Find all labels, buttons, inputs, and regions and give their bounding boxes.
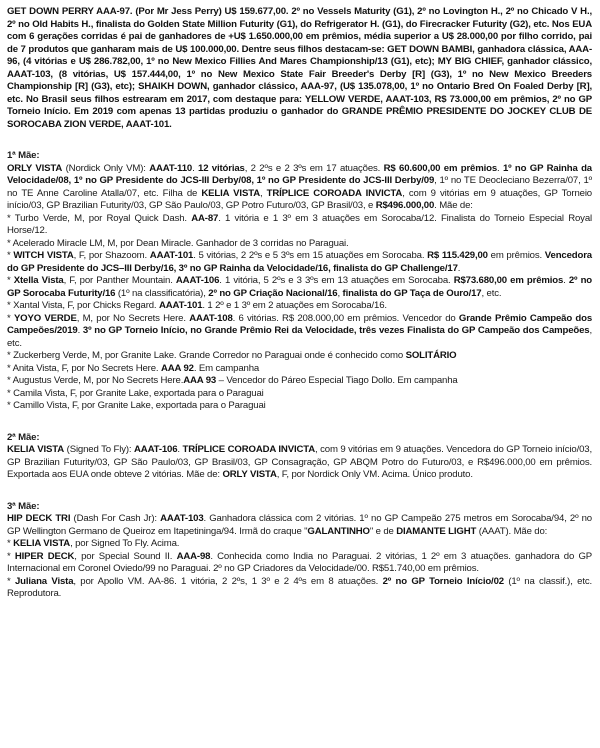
text-run: . [192,162,199,174]
text-run: SOLITÁRIO [405,350,457,361]
text-run: AAAT-110 [149,162,193,174]
text-run: (Signed To Fly): [64,444,135,455]
text-run: * Xantal Vista, F, por Chicks Regard. [7,300,159,311]
text-run: . 1 vitória, 5 2ºs e 3 3ºs em 13 atuações em Sorocaba. [219,275,454,286]
text-run: . 5 vitórias, 2 2ºs e 5 3ºs em 15 atuações em Sorocaba. [193,250,428,261]
text-run: , F, por Nordick Only VM. Acima. Único produto. [276,469,473,480]
text-run: , F, por Shazoom. [73,250,150,261]
text-run: * Zuckerberg Verde, M, por Granite Lake. Grande Corredor no Paraguai onde é conhecido como [7,350,406,361]
text-run: . Em campanha [193,362,260,374]
text-run: R$ 115.429,00 [427,250,488,261]
text-run: . Mãe de: [434,200,473,211]
text-run: Xtella Vista [13,275,64,286]
text-run: . [177,444,183,455]
text-run: * Turbo Verde, M, por Royal Quick Dash. [7,212,192,224]
text-run: R$ 60.600,00 em prêmios [383,162,498,174]
text-run: * [7,312,14,324]
text-run: * Anita Vista, F, por No Secrets Here. [7,362,161,374]
text-run: R$73.680,00 em prêmios [453,275,564,286]
text-run: (AAAT). Mãe do: [476,525,548,537]
entry-paragraph [7,444,592,482]
text-run: 3º no GP Torneio Início, no Grande Prêmio Rei da Velocidade, três vezes Finalista do GP Campeão dos Campeões [82,325,590,336]
text-run: AAAT-101 [149,250,194,261]
section-1st-dam [7,163,592,413]
text-run: AAA-98 [176,550,211,562]
section-2nd-dam [7,444,592,482]
text-run: , F, por Panther Mountain. [63,275,176,286]
entry-paragraph [7,350,592,363]
entry-paragraph [7,213,592,238]
text-run: . Ganhadora clássica com 2 vitórias. 1º no GP Campeão 275 metros em Sorocaba/94, 2º no GP Wellington Germano de Queiroz em Itapetininga/94. Irmã do craque " [7,513,592,537]
text-run: * Augustus Verde, M, por No Secrets Here. [7,375,184,386]
entry-paragraph [7,576,592,601]
sire-paragraph [7,6,592,131]
text-run: – Vencedor do Páreo Especial Tiago Dollo. Em campanha [216,375,458,386]
text-run: * [7,275,14,286]
text-run: Grande Prêmio Campeão dos Campeões/2019 [7,312,593,336]
entry-paragraph [7,275,592,300]
text-run: , com 9 vitórias em 9 atuações. Vencedora do GP Torneio início/03, GP Brazilian Futurity/03, GP São Paulo/03, GP Brasil/03, GP Consagração, GP ABQM Potro do Futuro/03, e R$496.000,00 em prêmios. Exportada aos EUA onde obteve 2 vitórias. Mãe de: [7,444,593,480]
text-run: * Camillo Vista, F, por Granite Lake, exportada para o Paraguai [7,400,266,411]
section-heading-2nd-dam: 2ª Mãe: [7,431,40,443]
text-run: . 1 vitória e 1 3º em 3 atuações em Sorocaba/12. Finalista do Torneio Especial Royal Horse/12. [7,212,592,236]
text-run: . 6 vitórias. R$ 208.000,00 em prêmios. Vencedor do [232,312,459,324]
text-run: * [7,538,14,549]
text-run: (1º na classif.), etc. Reprodutora. [7,575,592,599]
text-run: WITCH VISTA [13,250,74,261]
text-run: , [259,187,267,199]
entry-paragraph [7,300,592,313]
text-run: YOYO VERDE [13,312,77,324]
entry-paragraph [7,313,592,351]
text-run: GET DOWN PERRY AAA-97. (Por Mr Jess Perry) U$ 159.677,00. 2º no Vessels Maturity (G1), 2º no Lovington H., 2º no Chicado V H., 2º no Old Habits H., finalista do Golden State Million Futurity (G1), do Refrigerator H. (G1), do Firecracker Futurity (G2), etc. Nos EUA com 6 gerações corridas é pai de ganhadores de +U$ 1.650.000,00 em prêmios, média superior a U$ 28.000,00 por filho corrido, pai de 7 produtos que ganharam mais de U$ 100.000,00. Dentre seus filhos destacam-se: GET DOWN BAMBI, ganhadora clássica, AAA-96, (4 vitórias e U$ 286.782,00, 1º no New Mexico Fillies And Mares Championship/13 (G1), etc); MY BIG CHIEF, ganhador clássico, AAAT-103, (8 vitórias, U$ 157.444,00, 1º no New Mexico State Fair Breeder's Derby [R] (G3), 1º no New Mexico Breeders Championship [R] (G3), etc); SHAIKH DOWN, ganhador clássico, AAA-97, (U$ 135.078,00, 1º no Ontario Bred On Foaled Derby [R], etc. No Brasil seus filhos estrearam em 2017, com destaque para: YELLOW VERDE, AAAT-103, R$ 73.000,00 em prêmios, 2º no GP Torneio Início. Em 2019 com apenas 13 partidas produziu o ganhador do GRANDE PRÊMIO PRESIDENTE DO JOCKEY CLUB DE SOROCABA ZION VERDE, AAAT-101. [7,6,592,130]
text-run: * Acelerado Miracle LM, M, por Dean Miracle. Ganhador de 3 corridas no Paraguai. [7,237,349,249]
text-run: . [457,262,461,274]
text-run: AAA 93 [183,375,217,386]
text-run: AAAT-101 [158,300,203,311]
text-run: AAAT-103 [160,513,204,524]
text-run: * [7,250,14,261]
text-run: 2º no GP Sorocaba Futurity/16 [7,275,592,299]
text-run: (1º na classificatória), [115,287,209,299]
text-run: GALANTINHO [307,525,370,537]
text-run: HIPER DECK [14,550,75,562]
entry-paragraph [7,363,592,376]
text-run: , com 9 vitórias em 9 atuações, GP Torneio início/03, GP Brazilian Futurity/03, GP São Paulo/03, GP Potro Futuro/03, GP Brasil/03, e [7,187,592,211]
entry-paragraph [7,163,592,213]
text-run: , por Special Sound II. [74,550,177,562]
entry-paragraph [7,400,592,413]
text-run: DIAMANTE LIGHT [396,525,477,537]
text-run: , 2 2ºs e 2 3ºs em 17 atuações. [244,162,384,174]
text-run: ORLY VISTA [7,162,63,174]
section-heading-3rd-dam: 3ª Mãe: [7,500,40,512]
text-run: 2º no GP Criação Nacional/16 [208,287,338,299]
text-run: Juliana Vista [14,575,74,587]
text-run: TRÍPLICE COROADA INVICTA [182,444,316,455]
text-run: . [563,275,569,286]
section-heading-1st-dam: 1ª Mãe: [7,150,40,161]
document [7,6,592,601]
text-run: * Camila Vista, F, por Granite Lake, exportada para o Paraguai [7,387,264,399]
text-run: TRÍPLICE COROADA INVICTA [266,187,403,199]
text-run: , M, por No Secrets Here. [76,312,190,324]
text-run: , etc. [481,287,502,299]
text-run: 1º no GP Rainha da Velocidade/08, 1º no GP Presidente do JCS-III Derby/08, 1º no GP Presidente do JCS-III Derby/09 [7,162,592,186]
text-run: . [497,162,503,174]
entry-paragraph [7,250,592,275]
text-run: em prêmios. [487,250,545,261]
entry-paragraph [7,538,592,551]
text-run: AAAT-106 [134,444,178,455]
entry-paragraph [7,513,592,538]
text-run: , [337,287,343,299]
text-run: , 1º no TE Deocleciano Bezerra/07, 1º no TE Anne Caroline Atalla/07, etc. Filha de [7,175,592,199]
text-run: , por Apollo VM. AA-86. 1 vitória, 2 2ºs, 1 3º e 2 4ºs em 8 atuações. [73,575,383,587]
text-run: (Dash For Cash Jr): [70,513,161,524]
text-run: . 1 2º e 1 3º em 2 atuações em Sorocaba/16. [202,300,387,311]
entry-paragraph [7,375,592,388]
text-run: " e de [369,525,397,537]
text-run: Vencedora do GP Presidente do JCS–III Derby/16, 3º no GP Rainha da Velocidade/16, finalista do GP Challenge/17 [7,250,592,274]
text-run: 12 vitórias [198,162,245,174]
text-run: AAA 92 [160,362,194,374]
text-run: R$496.000,00 [375,200,435,211]
text-run: , por Signed To Fly. Acima. [70,538,180,549]
text-run: KELIA VISTA [201,187,260,199]
text-run: . Conhecida como India no Paraguai. 2 vitórias, 1 2º em 3 atuações. ganhadora do GP Internacional em Coronel Oviedo/99 no Paraguai. 2º no GP Criadores da Velocidade/00. R$51.740,00 em prêmios. [7,550,593,574]
entry-paragraph [7,551,592,576]
text-run: , etc. [7,325,593,349]
text-run: AAAT-108 [189,312,233,324]
text-run: HIP DECK TRI [7,513,71,524]
text-run: . [77,325,83,336]
entry-paragraph [7,238,592,251]
section-3rd-dam [7,513,592,601]
text-run: (Nordick Only VM): [62,162,150,174]
text-run: * [7,575,15,587]
text-run: * [7,550,15,562]
entry-paragraph [7,388,592,401]
text-run: KELIA VISTA [13,538,71,549]
text-run: KELIA VISTA [7,444,65,455]
text-run: AAAT-106 [175,275,220,286]
text-run: finalista do GP Taça de Ouro/17 [342,287,482,299]
text-run: AA-87 [191,212,219,224]
text-run: 2º no GP Torneio Início/02 [382,575,504,587]
text-run: ORLY VISTA [222,469,277,480]
